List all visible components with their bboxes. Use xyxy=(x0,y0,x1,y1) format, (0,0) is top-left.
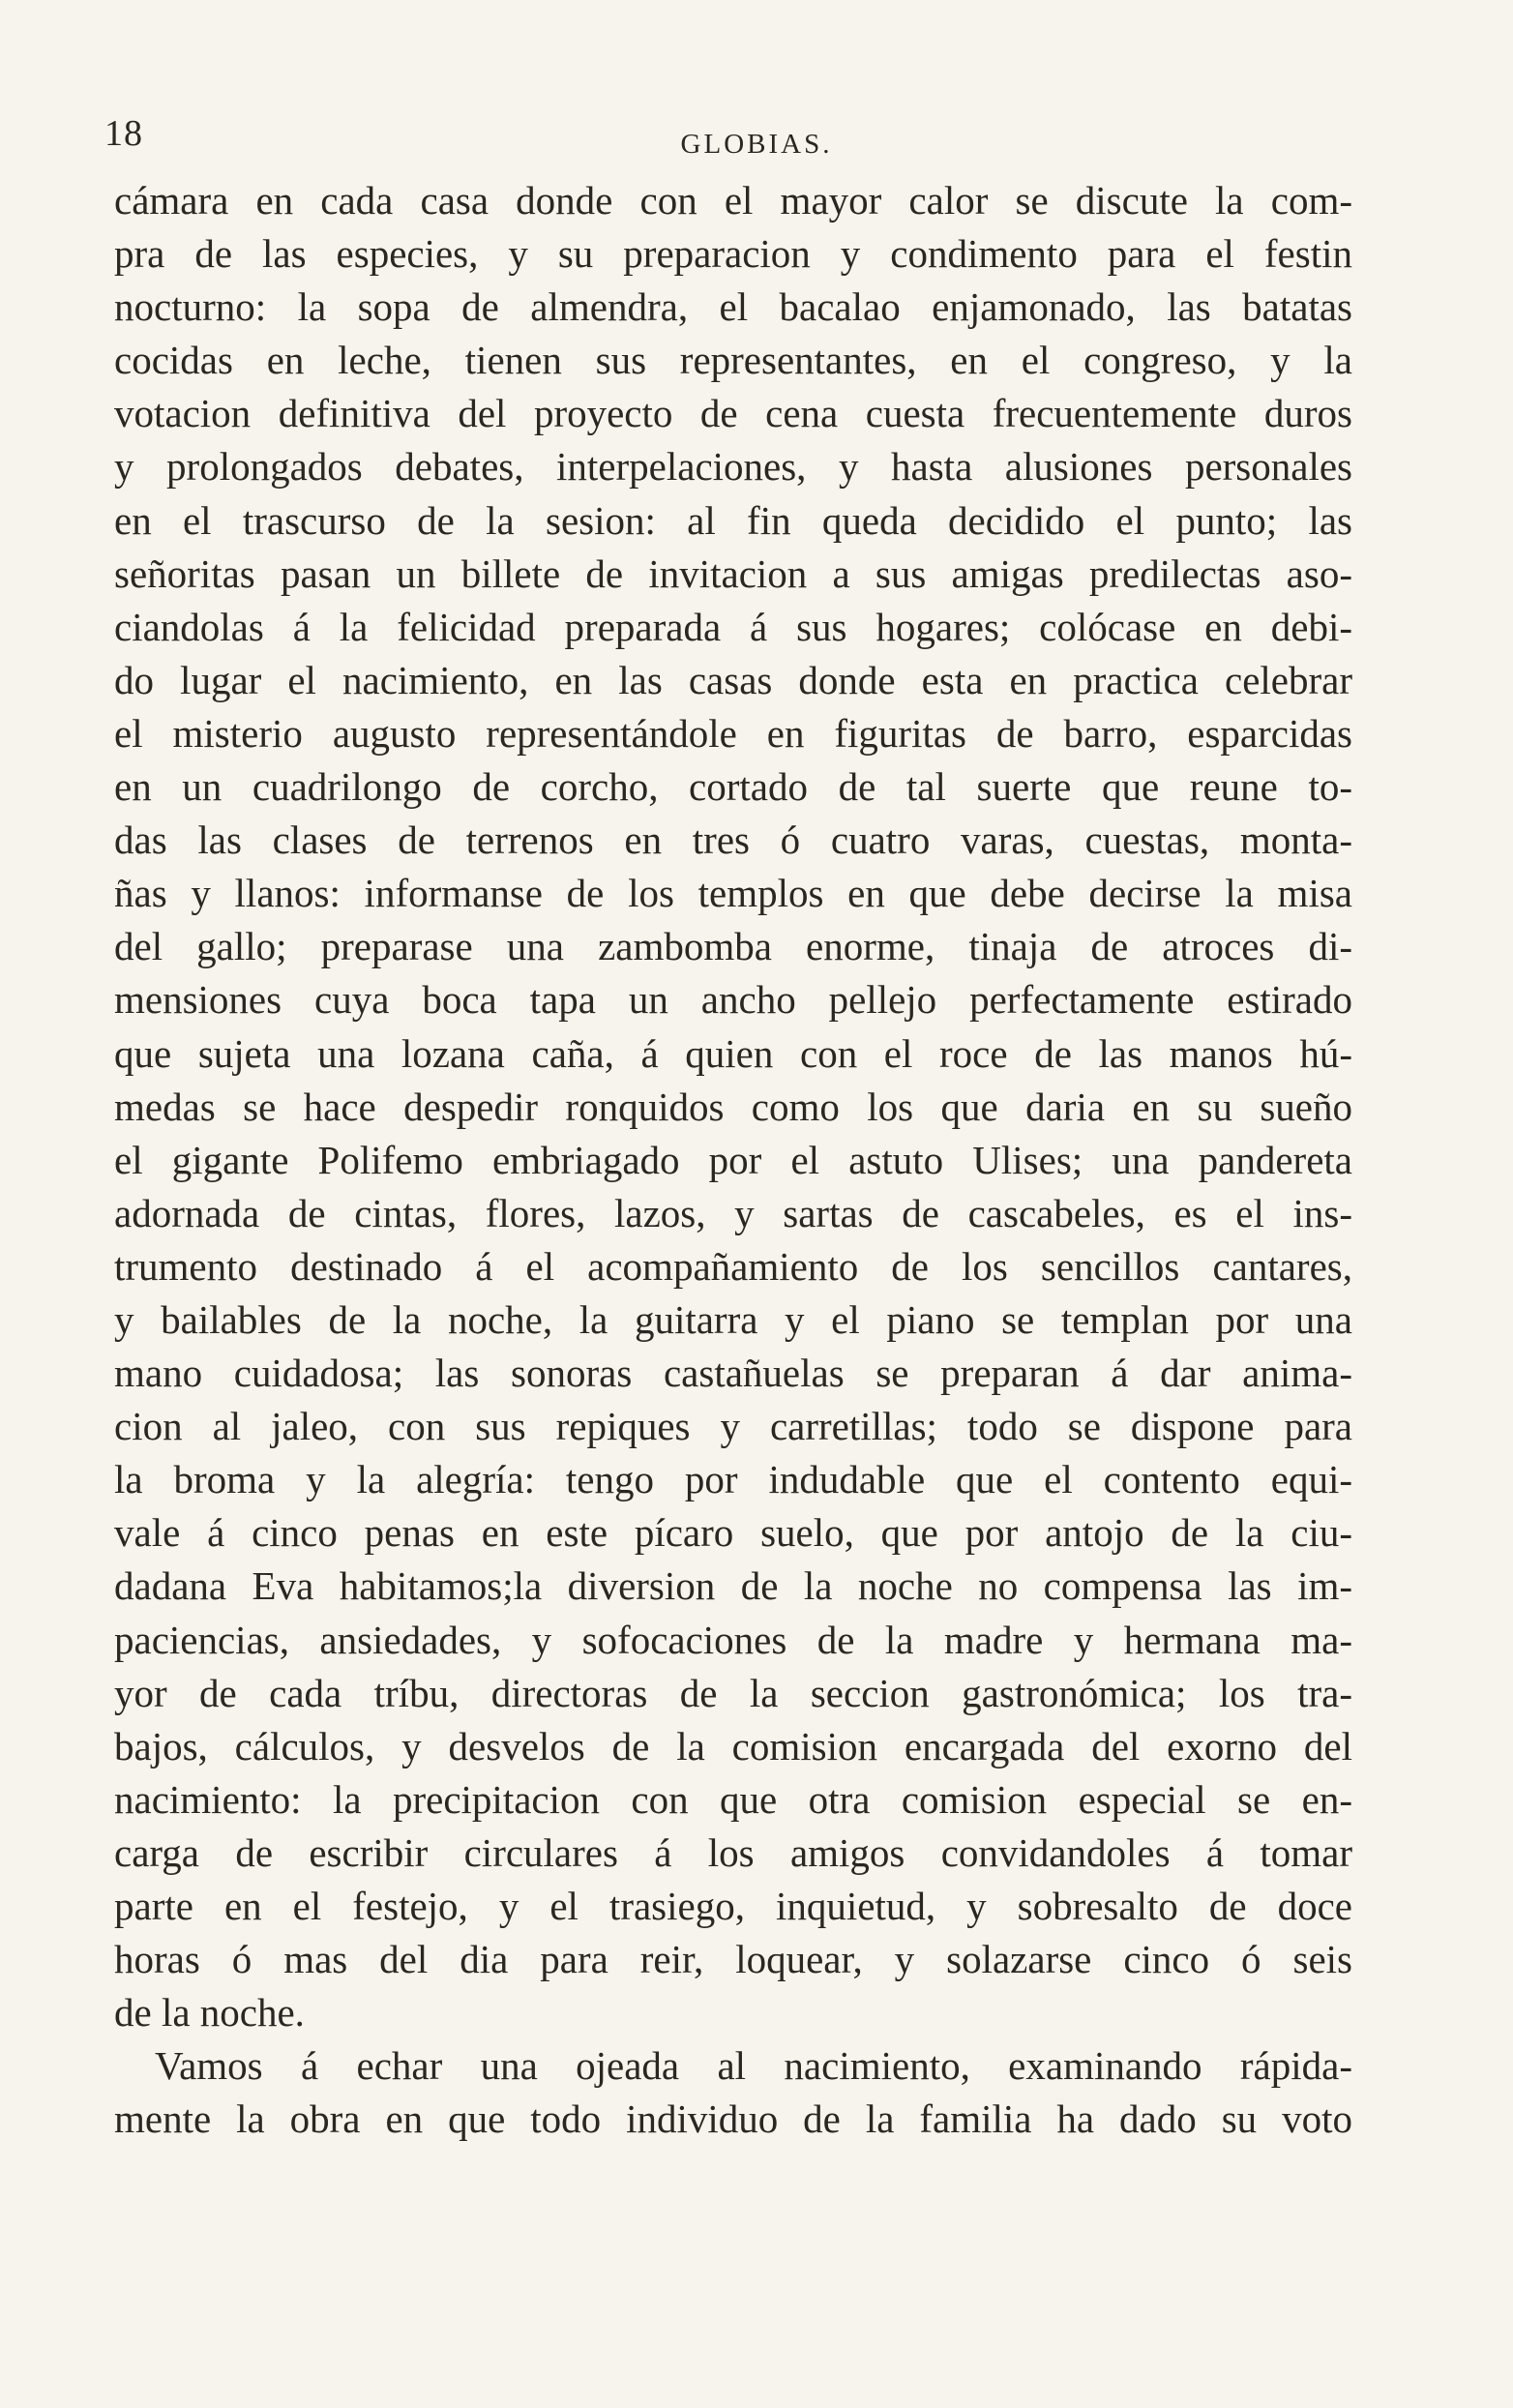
text-line: trumento destinado á el acompañamiento de los sencillos cantares, xyxy=(114,1243,1352,1289)
text-line: medas se hace despedir ronquidos como los que daria en su sueño xyxy=(114,1084,1352,1129)
text-line: bajos, cálculos, y desvelos de la comision encargada del exorno del xyxy=(114,1723,1352,1769)
text-line: votacion definitiva del proyecto de cena cuesta frecuentemente duros xyxy=(114,391,1352,436)
text-line: el misterio augusto representándole en figuritas de barro, esparcidas xyxy=(114,710,1352,756)
paragraph-start-line: Vamos á echar una ojeada al nacimiento, examinando rápida- xyxy=(155,2043,1352,2089)
text-line: nocturno: la sopa de almendra, el bacalao enjamonado, las batatas xyxy=(114,284,1352,330)
text-line: del gallo; preparase una zambomba enorme, tinaja de atroces di- xyxy=(114,924,1352,969)
body-text xyxy=(114,174,1352,2146)
text-line: la broma y la alegría: tengo por indudable que el contento equi- xyxy=(114,1457,1352,1502)
text-line: cámara en cada casa donde con el mayor calor se discute la com- xyxy=(114,178,1352,223)
text-line: vale á cinco penas en este pícaro suelo, que por antojo de la ciu- xyxy=(114,1510,1352,1556)
running-head: GLOBIAS. xyxy=(680,129,833,160)
text-line: que sujeta una lozana caña, á quien con el roce de las manos hú- xyxy=(114,1030,1352,1076)
text-line: horas ó mas del dia para reir, loquear, y solazarse cinco ó seis xyxy=(114,1937,1352,1982)
text-line: adornada de cintas, flores, lazos, y sartas de cascabeles, es el ins- xyxy=(114,1190,1352,1235)
text-line: das las clases de terrenos en tres ó cuatro varas, cuestas, monta- xyxy=(114,818,1352,863)
text-line: mente la obra en que todo individuo de la familia ha dado su voto xyxy=(114,2096,1352,2142)
text-line: ñas y llanos: informanse de los templos en que debe decirse la misa xyxy=(114,871,1352,916)
text-line: cion al jaleo, con sus repiques y carretillas; todo se dispone para xyxy=(114,1404,1352,1449)
text-line: y bailables de la noche, la guitarra y el piano se templan por una xyxy=(114,1296,1352,1342)
paragraph-end-line: de la noche. xyxy=(114,1990,305,2036)
text-line: ciandolas á la felicidad preparada á sus hogares; colócase en debi- xyxy=(114,604,1352,649)
text-line: en el trascurso de la sesion: al fin queda decidido el punto; las xyxy=(114,497,1352,543)
text-line: paciencias, ansiedades, y sofocaciones de la madre y hermana ma- xyxy=(114,1617,1352,1662)
text-line: parte en el festejo, y el trasiego, inquietud, y sobresalto de doce xyxy=(114,1884,1352,1928)
text-line: do lugar el nacimiento, en las casas donde esta en practica celebrar xyxy=(114,657,1352,702)
text-line: cocidas en leche, tienen sus representantes, en el congreso, y la xyxy=(114,338,1352,383)
text-line: señoritas pasan un billete de invitacion a sus amigas predilectas aso- xyxy=(114,550,1352,596)
text-line: nacimiento: la precipitacion con que otra comision especial se en- xyxy=(114,1776,1352,1822)
text-line: y prolongados debates, interpelaciones, y hasta alusiones personales xyxy=(114,444,1352,490)
text-line: mano cuidadosa; las sonoras castañuelas se preparan á dar anima- xyxy=(114,1351,1352,1396)
text-line: yor de cada tríbu, directoras de la seccion gastronómica; los tra- xyxy=(114,1670,1352,1715)
text-line: carga de escribir circulares á los amigos convidandoles á tomar xyxy=(114,1829,1352,1875)
text-line: pra de las especies, y su preparacion y condimento para el festin xyxy=(114,231,1352,277)
text-line: en un cuadrilongo de corcho, cortado de tal suerte que reune to- xyxy=(114,764,1352,810)
text-line: mensiones cuya boca tapa un ancho pellejo perfectamente estirado xyxy=(114,977,1352,1023)
page-number: 18 xyxy=(104,113,143,154)
text-line: dadana Eva habitamos;la diversion de la noche no compensa las im- xyxy=(114,1563,1352,1609)
text-line: el gigante Polifemo embriagado por el astuto Ulises; una pandereta xyxy=(114,1137,1352,1182)
